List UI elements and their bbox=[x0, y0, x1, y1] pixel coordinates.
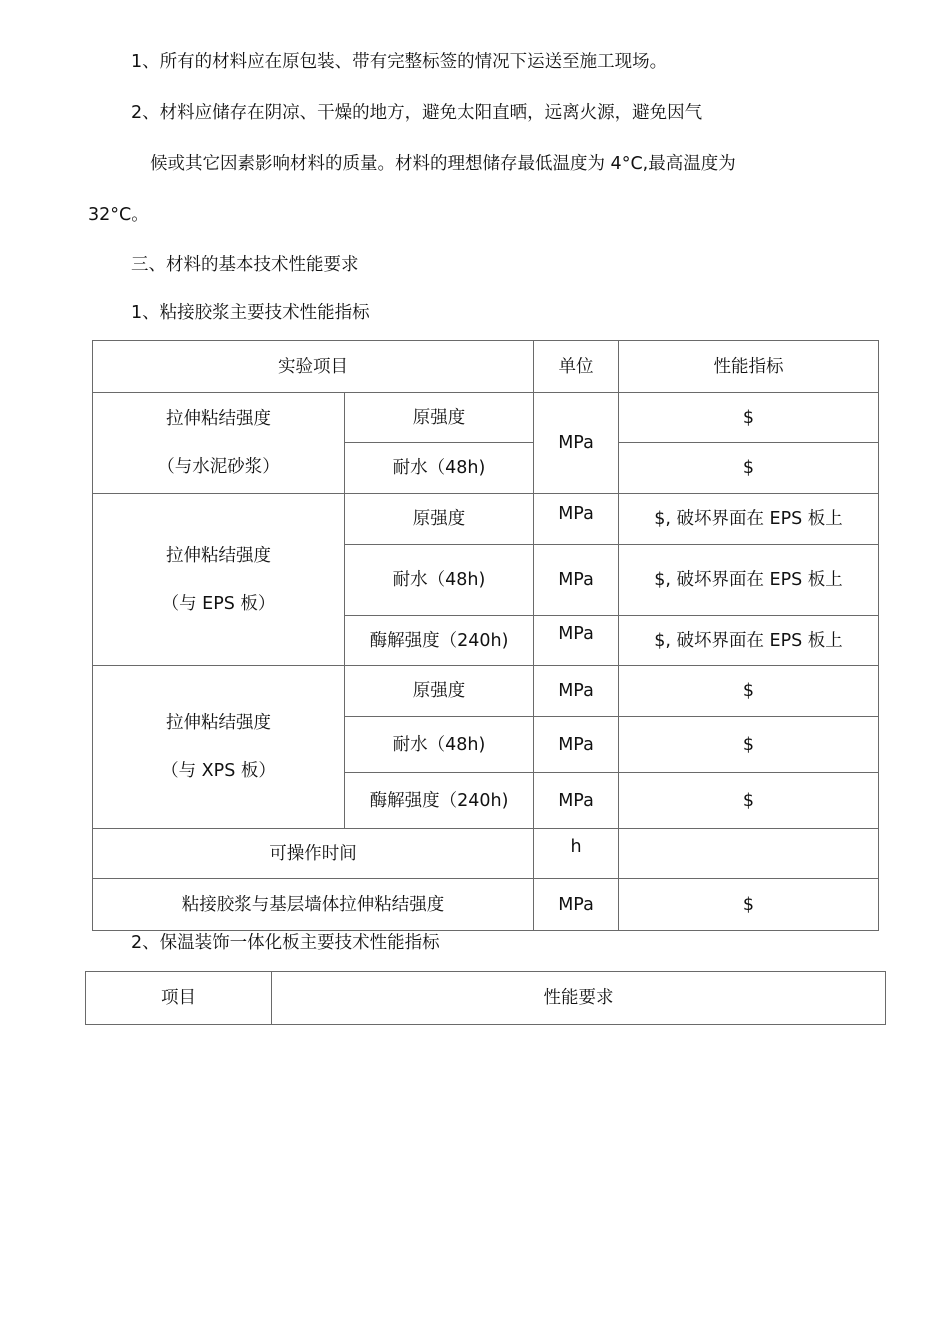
value-cell: $, 破坏界面在 EPS 板上 bbox=[619, 494, 879, 545]
item-cell: 酶解强度（240h) bbox=[345, 773, 534, 829]
table-row bbox=[93, 829, 879, 879]
unit-cell: MPa bbox=[534, 393, 619, 494]
item-cell-operable-time: 可操作时间 bbox=[93, 829, 534, 879]
header-requirements: 性能要求 bbox=[272, 972, 886, 1025]
header-unit: 单位 bbox=[534, 341, 619, 393]
value-cell: $ bbox=[619, 666, 879, 717]
value-cell: $ bbox=[619, 717, 879, 773]
unit-cell: h bbox=[534, 829, 619, 879]
subheading-insulation-board: 2、保温装饰一体化板主要技术性能指标 bbox=[131, 933, 440, 953]
item-cell: 耐水（48h) bbox=[345, 717, 534, 773]
paragraph-storage-conditions-line1: 2、材料应储存在阴凉、干燥的地方，避免太阳直晒，远离火源，避免因气 bbox=[131, 103, 703, 123]
unit-cell: MPa bbox=[534, 717, 619, 773]
paragraph-storage-conditions-line3: 32°C。 bbox=[88, 205, 149, 225]
table-row bbox=[93, 666, 879, 717]
section-heading-technical-requirements: 三、材料的基本技术性能要求 bbox=[131, 255, 359, 275]
value-cell: $ bbox=[619, 773, 879, 829]
value-cell: $ bbox=[619, 879, 879, 931]
table-header-row bbox=[93, 341, 879, 393]
value-cell: $ bbox=[619, 443, 879, 494]
unit-cell: MPa bbox=[534, 494, 619, 545]
subheading-adhesive-mortar: 1、粘接胶浆主要技术性能指标 bbox=[131, 303, 370, 323]
group-label-xps: 拉伸粘结强度 （与 XPS 板） bbox=[93, 666, 345, 829]
item-cell: 耐水（48h) bbox=[345, 443, 534, 494]
insulation-board-table bbox=[85, 971, 886, 1025]
unit-cell: MPa bbox=[534, 879, 619, 931]
item-cell: 原强度 bbox=[345, 393, 534, 443]
header-performance: 性能指标 bbox=[619, 341, 879, 393]
unit-cell: MPa bbox=[534, 773, 619, 829]
unit-cell: MPa bbox=[534, 666, 619, 717]
value-cell: $, 破坏界面在 EPS 板上 bbox=[619, 616, 879, 666]
paragraph-storage-transport: 1、所有的材料应在原包装、带有完整标签的情况下运送至施工现场。 bbox=[131, 52, 668, 72]
adhesive-mortar-table bbox=[92, 340, 879, 931]
value-cell bbox=[619, 829, 879, 879]
item-cell: 酶解强度（240h) bbox=[345, 616, 534, 666]
item-cell: 耐水（48h) bbox=[345, 545, 534, 616]
item-cell-base-wall: 粘接胶浆与基层墙体拉伸粘结强度 bbox=[93, 879, 534, 931]
table-row bbox=[93, 879, 879, 931]
item-cell: 原强度 bbox=[345, 666, 534, 717]
value-cell: $ bbox=[619, 393, 879, 443]
value-cell: $, 破坏界面在 EPS 板上 bbox=[619, 545, 879, 616]
group-label-eps: 拉伸粘结强度 （与 EPS 板） bbox=[93, 494, 345, 666]
header-test-item: 实验项目 bbox=[93, 341, 534, 393]
paragraph-storage-conditions-line2: 候或其它因素影响材料的质量。材料的理想储存最低温度为 4°C,最高温度为 bbox=[150, 154, 736, 174]
header-item: 项目 bbox=[86, 972, 272, 1025]
item-cell: 原强度 bbox=[345, 494, 534, 545]
table-header-row bbox=[86, 972, 886, 1025]
unit-cell: MPa bbox=[534, 616, 619, 666]
group-label-cement-mortar: 拉伸粘结强度 （与水泥砂浆） bbox=[93, 393, 345, 494]
unit-cell: MPa bbox=[534, 545, 619, 616]
table-row bbox=[93, 494, 879, 545]
table-row bbox=[93, 393, 879, 443]
